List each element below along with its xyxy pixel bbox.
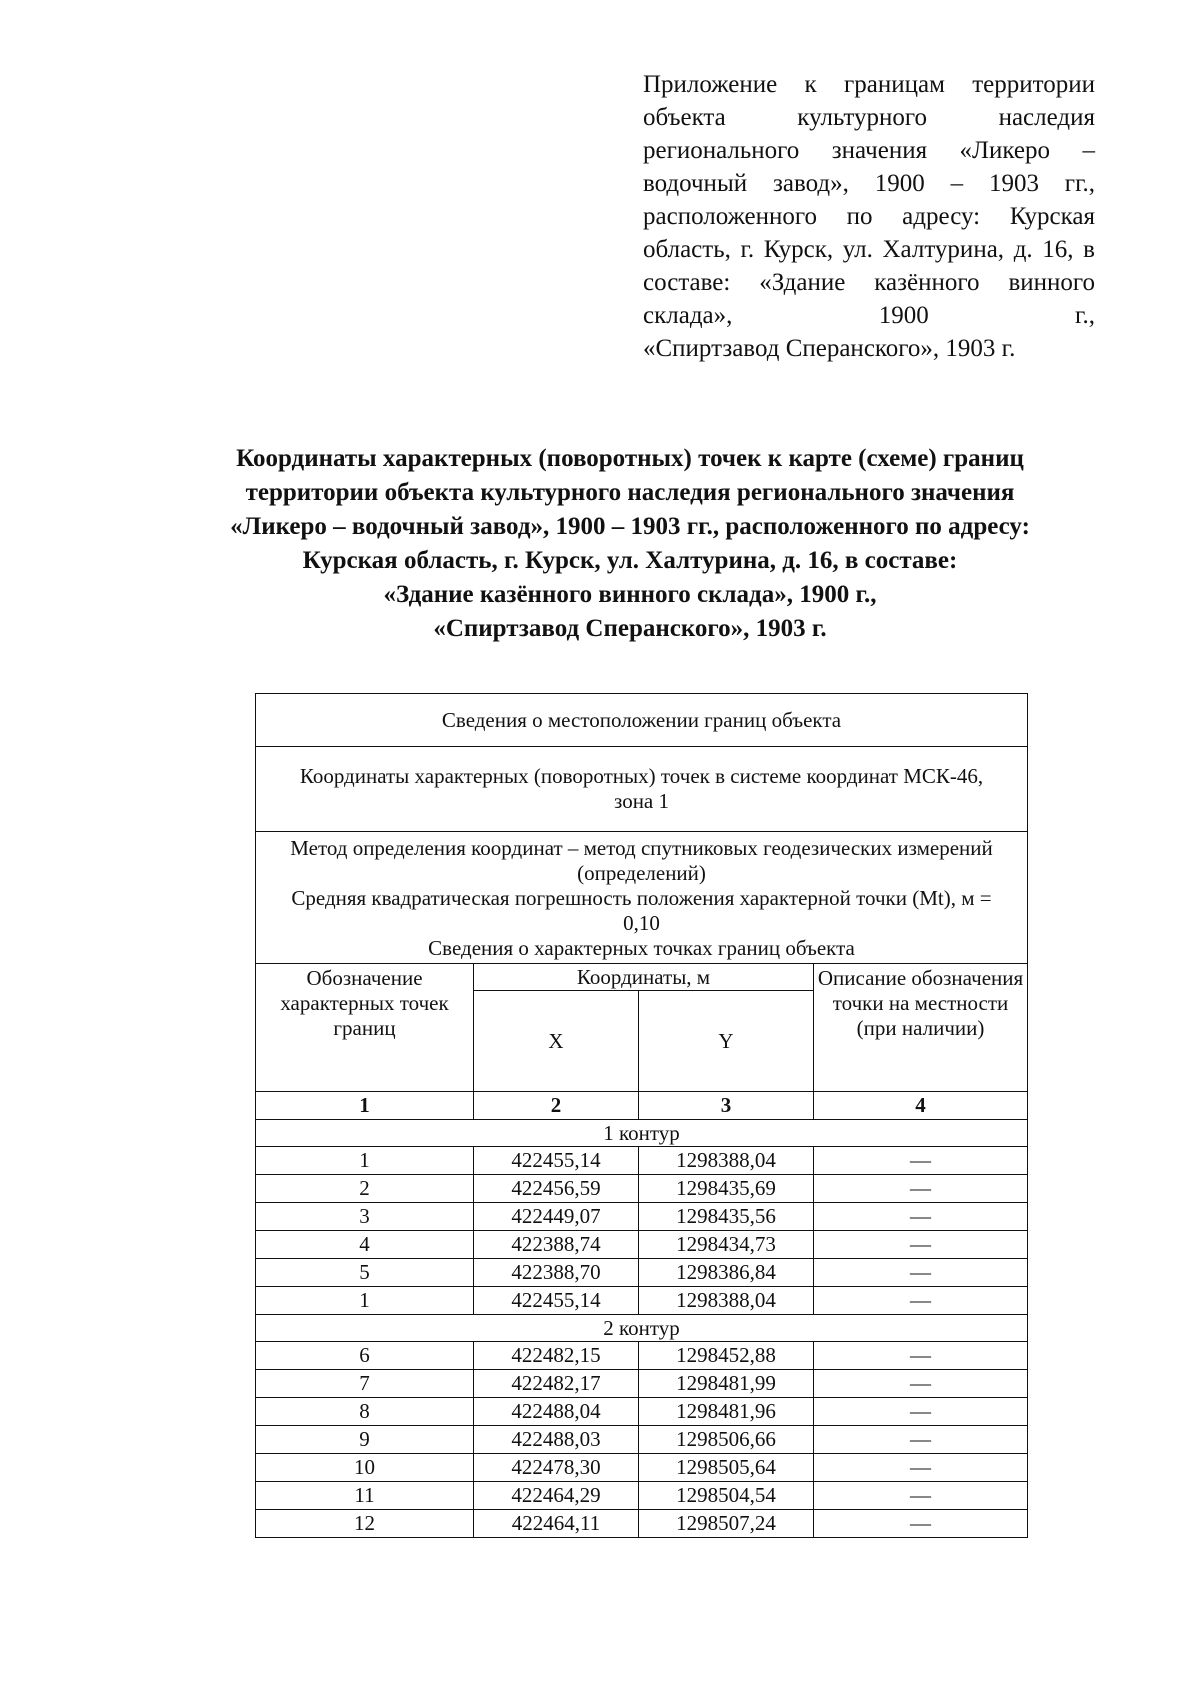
point-cell: 4	[256, 1231, 474, 1259]
y-cell: 1298434,73	[639, 1231, 814, 1259]
y-cell: 1298435,69	[639, 1175, 814, 1203]
x-cell: 422488,03	[474, 1426, 639, 1454]
x-cell: 422464,29	[474, 1482, 639, 1510]
point-cell: 7	[256, 1370, 474, 1398]
table-row	[256, 1342, 1028, 1370]
col-header-desc: Описание обозначения точки на местности (при наличии)	[814, 964, 1028, 1092]
point-cell: 3	[256, 1203, 474, 1231]
document-title	[150, 442, 1110, 646]
col-header-coords: Координаты, м	[474, 964, 814, 991]
y-cell: 1298506,66	[639, 1426, 814, 1454]
y-cell: 1298452,88	[639, 1342, 814, 1370]
table-row	[256, 1287, 1028, 1315]
table-row	[256, 1370, 1028, 1398]
method-text: Метод определения координат – метод спутниковых геодезических измерений (определений)	[290, 836, 993, 885]
desc-cell: —	[814, 1510, 1028, 1538]
desc-cell: —	[814, 1342, 1028, 1370]
appendix-line: Приложение к границам территории	[643, 71, 1095, 98]
table-row	[256, 1426, 1028, 1454]
table-row	[256, 1482, 1028, 1510]
table-row	[256, 1231, 1028, 1259]
coordinates-table	[255, 693, 1028, 1538]
point-cell: 9	[256, 1426, 474, 1454]
y-cell: 1298481,99	[639, 1370, 814, 1398]
desc-cell: —	[814, 1231, 1028, 1259]
table-row	[256, 1259, 1028, 1287]
desc-cell: —	[814, 1426, 1028, 1454]
x-cell: 422464,11	[474, 1510, 639, 1538]
y-cell: 1298388,04	[639, 1287, 814, 1315]
x-cell: 422482,15	[474, 1342, 639, 1370]
coord-system-text: Координаты характерных (поворотных) точек в системе координат МСК-46, зона 1	[299, 764, 984, 813]
desc-cell: —	[814, 1482, 1028, 1510]
appendix-note	[643, 68, 1095, 365]
desc-cell: —	[814, 1203, 1028, 1231]
desc-cell: —	[814, 1454, 1028, 1482]
table-row	[256, 1398, 1028, 1426]
x-cell: 422455,14	[474, 1147, 639, 1175]
appendix-line: расположенного по адресу: Курская	[643, 203, 1095, 230]
col-number: 3	[639, 1092, 814, 1120]
point-cell: 5	[256, 1259, 474, 1287]
appendix-line: область, г. Курск, ул. Халтурина,	[643, 236, 1005, 263]
x-cell: 422388,74	[474, 1231, 639, 1259]
x-cell: 422478,30	[474, 1454, 639, 1482]
y-cell: 1298481,96	[639, 1398, 814, 1426]
y-cell: 1298505,64	[639, 1454, 814, 1482]
x-cell: 422456,59	[474, 1175, 639, 1203]
x-cell: 422482,17	[474, 1370, 639, 1398]
title-line: Курская область, г. Курск, ул. Халтурина, д. 16, в составе:	[302, 547, 958, 574]
point-cell: 8	[256, 1398, 474, 1426]
table-row	[256, 1454, 1028, 1482]
appendix-line: «Спиртзавод Сперанского», 1903 г.	[643, 335, 1016, 362]
appendix-line: д. 16, в составе: «Здание казённого	[643, 236, 1095, 296]
title-line: «Здание казённого винного склада», 1900 г.,	[383, 581, 877, 608]
table-header-coord-system	[256, 747, 1028, 832]
y-cell: 1298435,56	[639, 1203, 814, 1231]
point-cell: 10	[256, 1454, 474, 1482]
point-cell: 1	[256, 1287, 474, 1315]
x-cell: 422455,14	[474, 1287, 639, 1315]
y-cell: 1298386,84	[639, 1259, 814, 1287]
desc-cell: —	[814, 1287, 1028, 1315]
title-line: территории объекта культурного наследия регионального значения	[245, 479, 1015, 506]
col-number: 1	[256, 1092, 474, 1120]
desc-cell: —	[814, 1370, 1028, 1398]
table-header-method	[256, 832, 1028, 964]
point-cell: 6	[256, 1342, 474, 1370]
title-line: «Ликеро – водочный завод», 1900 – 1903 гг., расположенного по адресу:	[230, 513, 1030, 540]
accuracy-text: Средняя квадратическая погрешность положения характерной точки (Mt), м = 0,10	[291, 886, 992, 935]
desc-cell: —	[814, 1398, 1028, 1426]
title-line: Координаты характерных (поворотных) точек к карте (схеме) границ	[236, 445, 1024, 472]
point-cell: 11	[256, 1482, 474, 1510]
x-cell: 422449,07	[474, 1203, 639, 1231]
appendix-line: водочный завод», 1900 – 1903 гг.,	[643, 170, 1095, 197]
point-cell: 12	[256, 1510, 474, 1538]
col-header-y: Y	[639, 991, 814, 1092]
x-cell: 422388,70	[474, 1259, 639, 1287]
appendix-line: регионального значения «Ликеро –	[643, 137, 1095, 164]
x-cell: 422488,04	[474, 1398, 639, 1426]
table-row	[256, 1203, 1028, 1231]
col-number: 2	[474, 1092, 639, 1120]
points-info-text: Сведения о характерных точках границ объекта	[428, 936, 855, 960]
col-header-point: Обозначение характерных точек границ	[256, 964, 474, 1092]
table-header-location: Сведения о местоположении границ объекта	[256, 694, 1028, 747]
contour-label: 1 контур	[256, 1120, 1028, 1147]
y-cell: 1298388,04	[639, 1147, 814, 1175]
point-cell: 1	[256, 1147, 474, 1175]
y-cell: 1298507,24	[639, 1510, 814, 1538]
desc-cell: —	[814, 1259, 1028, 1287]
appendix-line: объекта культурного наследия	[643, 104, 1095, 131]
y-cell: 1298504,54	[639, 1482, 814, 1510]
table-row	[256, 1175, 1028, 1203]
col-header-x: X	[474, 991, 639, 1092]
table-row	[256, 1510, 1028, 1538]
table-row	[256, 1147, 1028, 1175]
desc-cell: —	[814, 1175, 1028, 1203]
point-cell: 2	[256, 1175, 474, 1203]
appendix-line: винного склада», 1900 г.,	[643, 269, 1096, 329]
contour-label: 2 контур	[256, 1315, 1028, 1342]
title-line: «Спиртзавод Сперанского», 1903 г.	[433, 615, 827, 642]
col-number: 4	[814, 1092, 1028, 1120]
desc-cell: —	[814, 1147, 1028, 1175]
